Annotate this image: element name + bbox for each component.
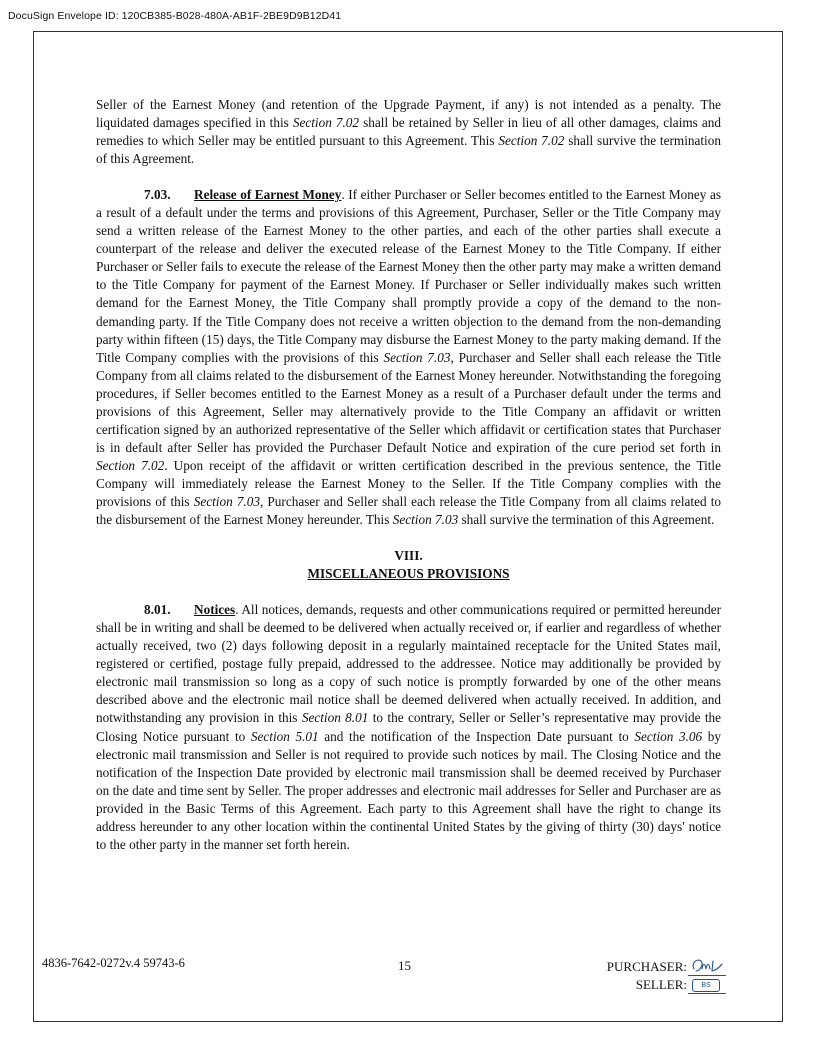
purchaser-initials-line <box>607 958 726 976</box>
section-reference: Section 7.03 <box>392 512 459 528</box>
article-title: MISCELLANEOUS PROVISIONS <box>307 566 510 582</box>
initials-block <box>607 958 726 994</box>
seller-initials-stamp <box>688 977 726 994</box>
document-body <box>96 96 721 854</box>
section-reference: Section 7.02 <box>96 457 165 473</box>
article-number: VIII. <box>394 548 423 564</box>
docusign-initials-stamp: BS <box>692 979 720 992</box>
section-reference: Section 7.03 <box>193 493 260 509</box>
section-7-03: 7.03. Release of Earnest Money. If either Purchaser or Seller becomes entitled to the Earnest Money as a result of a default under the terms and provisions of this Agreement, Purchaser, Seller or the Title Company may send a written release of the Earnest Money to the other parties, and each of the other parties shall execute a counterpart of the release and deliver the executed release of the Earnest Money to the Title Company. If either Purchaser or Seller fails to execute the release of the Earnest Money then the other party may make a written demand to the Title Company for payment of the Earnest Money. If Purchaser or Seller individually makes such written demand for the Earnest Money, the Title Company shall promptly provide a copy of the demand to the non-demanding party. If the Title Company does not receive a written objection to the demand from the non-demanding party within fifteen (15) days, the Title Company may disburse the Earnest Money to the party making demand. If the Title Company complies with the provisions of this Section 7.03, Purchaser and Seller shall each release the Title Company from all claims related to the disbursement of the Earnest Money hereunder. Notwithstanding the foregoing procedures, if Seller becomes entitled to the Earnest Money as a result of a Purchaser default under the terms and provisions of this Agreement, Seller may alternatively provide to the Title Company an affidavit or written certification signed by an authorized representative of the Seller which affidavit or certification states that Purchaser is in default after Seller has provided the Purchaser Default Notice and expiration of the cure period set forth in Section 7.02. Upon receipt of the affidavit or written certification described in the previous sentence, the Title Company will immediately release the Earnest Money to the Seller. If the Title Company complies with the provisions of this Section 7.03, Purchaser and Seller shall each release the Title Company from all claims related to the disbursement of the Earnest Money hereunder. This Section 7.03 shall survive the termination of this Agreement. <box>96 187 722 528</box>
envelope-id: DocuSign Envelope ID: 120CB385-B028-480A-AB1F-2BE9D9B12D41 <box>8 10 342 22</box>
section-number: 8.01. <box>144 602 171 618</box>
section-heading: Notices <box>194 602 236 618</box>
seller-initials-line <box>607 976 726 994</box>
section-number: 7.03. <box>144 187 171 203</box>
handwritten-initials-icon <box>688 955 728 977</box>
seller-label: SELLER: <box>635 977 687 992</box>
section-8-01: 8.01. Notices. All notices, demands, requests and other communications required or permitted hereunder shall be in writing and shall be deemed to be delivered when actually received or, if earlier and regardless of whether actually received, two (2) days following deposit in a regularly maintained receptacle for the United States mail, registered or certified, postage fully prepaid, addressed to the addressee. Notice may additionally be provided by electronic mail transmission so long as a copy of such notice is promptly forwarded by one of the other means described above and the electronic mail notice shall be deemed delivered when actually received. In addition, and notwithstanding any provision in this Section 8.01 to the contrary, Seller or Seller’s representative may provide the Closing Notice pursuant to Section 5.01 and the notification of the Inspection Date pursuant to Section 3.06 by electronic mail transmission and Seller is not required to provide such notices by mail. The Closing Notice and the notification of the Inspection Date provided by electronic mail transmission shall be deemed received by Purchaser on the date and time sent by Seller. The proper addresses and electronic mail addresses for Seller and Purchaser are as provided in the Basic Terms of this Agreement. Each party to this Agreement shall have the right to change its address hereunder to any other location within the continental United States by the giving of thirty (30) days' notice to the other party in the manner set forth herein. <box>96 602 722 852</box>
section-reference: Section 7.02 <box>292 115 360 131</box>
paragraph-7-02-continuation: Seller of the Earnest Money (and retention of the Upgrade Payment, if any) is not intended as a penalty. The liquidated damages specified in this Section 7.02 shall be retained by Seller in lieu of all other damages, claims and remedies to which Seller may be entitled pursuant to this Agreement. This Section 7.02 shall survive the termination of this Agreement. <box>96 97 722 167</box>
section-reference: Section 7.02 <box>498 133 565 149</box>
section-reference: Section 5.01 <box>250 728 319 744</box>
section-reference: Section 7.03 <box>383 349 451 365</box>
purchaser-initials-signature <box>688 959 726 976</box>
page-number: 15 <box>398 958 411 973</box>
document-id: 4836-7642-0272v.4 59743-6 <box>42 956 185 970</box>
purchaser-label: PURCHASER: <box>606 959 687 974</box>
section-heading: Release of Earnest Money <box>194 187 342 203</box>
section-reference: Section 8.01 <box>301 710 369 726</box>
section-reference: Section 3.06 <box>634 728 703 744</box>
